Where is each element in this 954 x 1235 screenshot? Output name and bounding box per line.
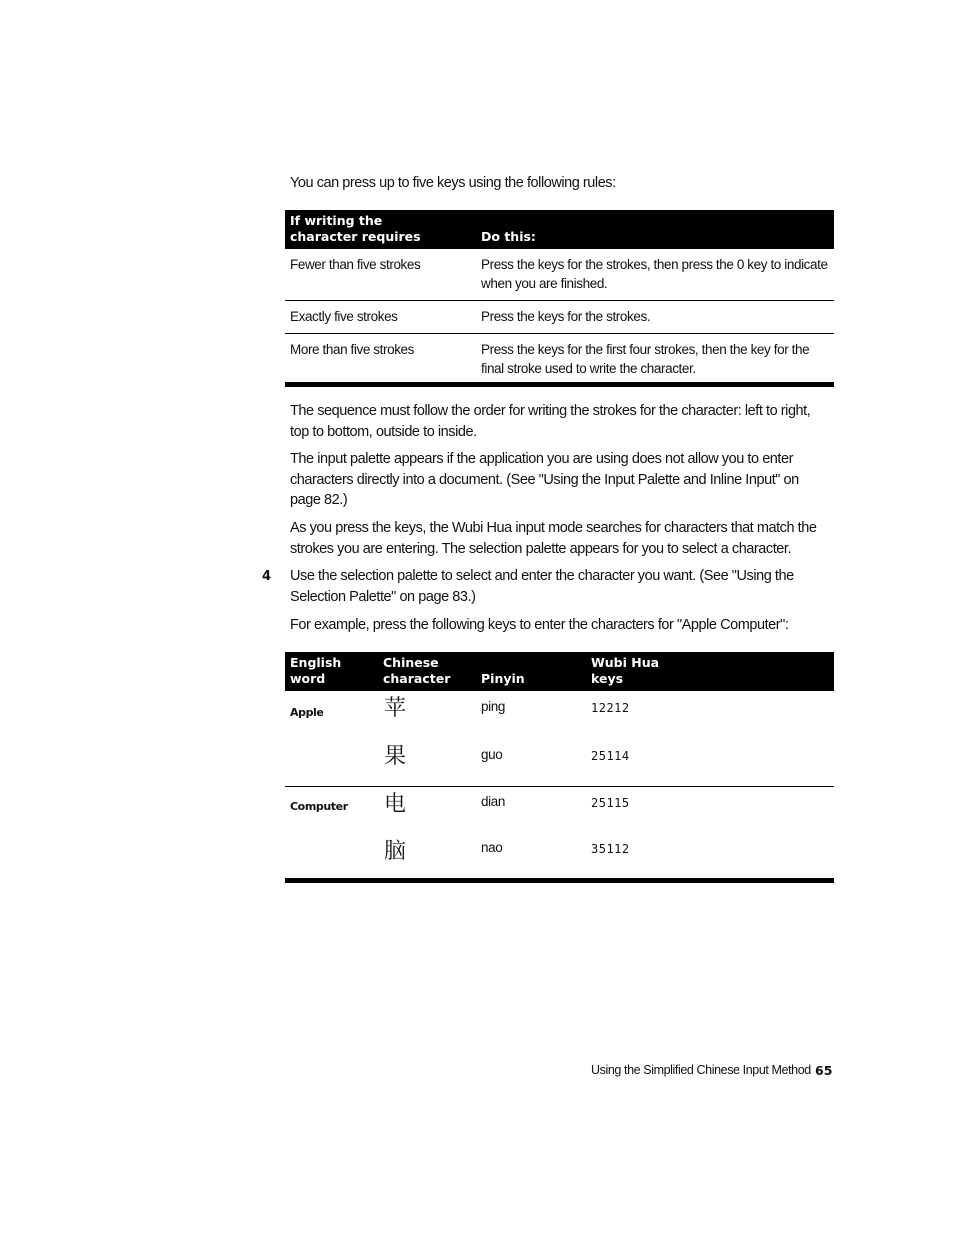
example-table [285, 652, 834, 883]
pinyin: ping [481, 699, 505, 714]
header-line: word [290, 671, 326, 686]
wubi-keys: 25114 [591, 749, 630, 763]
table-bottom-rule [285, 878, 834, 883]
header-line: keys [591, 671, 624, 686]
table-row [285, 249, 834, 301]
condition-cell: Fewer than five strokes [290, 257, 421, 272]
chinese-character: 电 [384, 792, 406, 817]
step-number: 4 [262, 569, 272, 584]
search-paragraph: As you press the keys, the Wubi Hua input mode searches for characters that match the strokes you are entering. The selection palette appears for you to select a character. [290, 520, 817, 557]
header-line: Chinese [383, 655, 439, 670]
header-line: Wubi Hua [591, 655, 660, 670]
chinese-character: 果 [384, 744, 406, 769]
pinyin: dian [481, 794, 505, 809]
action-cell: Press the keys for the strokes. [481, 309, 651, 324]
example-table-header [285, 652, 834, 691]
wubi-keys: 12212 [591, 701, 630, 715]
table-row-apple [285, 691, 834, 787]
table-row [285, 334, 834, 382]
wubi-keys: 25115 [591, 796, 630, 810]
english-word: Apple [290, 706, 324, 719]
pinyin: guo [481, 747, 503, 762]
header-english-word [290, 655, 341, 687]
header-wubi-keys [591, 655, 659, 687]
header-chinese-character [383, 655, 450, 687]
condition-cell: Exactly five strokes [290, 309, 398, 324]
english-word: Computer [290, 800, 348, 813]
header-condition-line1: If writing the [290, 213, 383, 228]
wubi-keys: 35112 [591, 842, 630, 856]
step-text: Use the selection palette to select and enter the character you want. (See "Using the Selection Palette" on page 83.) [290, 568, 794, 605]
chinese-character: 苹 [384, 696, 406, 721]
action-cell [481, 340, 809, 378]
header-line: English [290, 655, 342, 670]
table-row-computer [285, 787, 834, 878]
table-bottom-rule [285, 382, 834, 387]
chinese-character: 脑 [384, 839, 406, 864]
table-row [285, 301, 834, 334]
pinyin: nao [481, 840, 503, 855]
header-pinyin: Pinyin [481, 671, 525, 686]
header-line: character [383, 671, 451, 686]
intro-text: You can press up to five keys using the following rules: [290, 175, 616, 191]
header-condition [290, 213, 421, 245]
running-footer: Using the Simplified Chinese Input Method [591, 1063, 811, 1077]
rules-table-header [285, 210, 834, 249]
action-line: final stroke used to write the character. [481, 361, 696, 376]
sequence-paragraph: The sequence must follow the order for writing the strokes for the character: left to right, top to bottom, outside to inside. [290, 403, 811, 440]
page-number: 65 [815, 1063, 833, 1078]
rules-table [285, 210, 834, 387]
header-condition-line2: character requires [290, 229, 421, 244]
condition-cell: More than five strokes [290, 342, 415, 357]
palette-paragraph: The input palette appears if the application you are using does not allow you to enter characters directly into a document. (See "Using the Input Palette and Inline Input" on page 82.) [290, 451, 799, 508]
action-cell [481, 255, 828, 293]
action-line: when you are finished. [481, 276, 608, 291]
action-line: Press the keys for the first four strokes, then the key for the [481, 342, 810, 357]
action-line: Press the keys for the strokes, then press the 0 key to indicate [481, 257, 828, 272]
header-action: Do this: [481, 229, 536, 244]
example-paragraph: For example, press the following keys to enter the characters for "Apple Computer": [290, 617, 789, 633]
